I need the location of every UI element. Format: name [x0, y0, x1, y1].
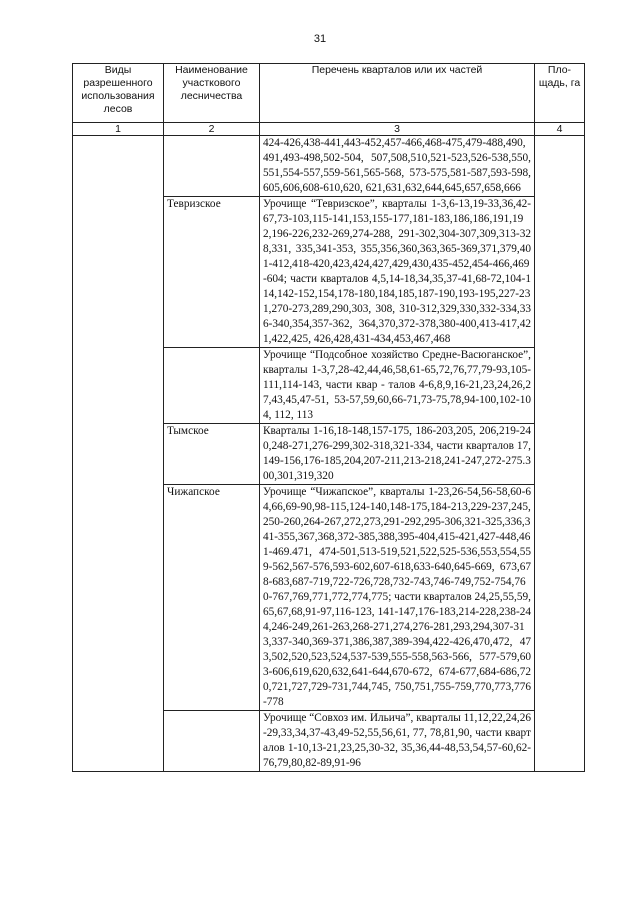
forestry-name [164, 348, 260, 424]
column-number: 4 [535, 123, 585, 136]
column-number: 3 [260, 123, 535, 136]
column-numbers-row [73, 123, 585, 136]
usage-type-cell [73, 136, 164, 772]
quarters-list: Урочище “Тевризское”, кварталы 1-3,6-13,19-33,36,42-67,73-103,115-141,153,155-177,181-183,186,186,191,192,196-226,232-269,274-288, 291-302,304-307,309,313-328,331, 335,341-353, 355,356,360,363,365-369,371,379,401-412,418-420,423,424,427,429,430,435-452,454-466,469-604; части кварталов 4,5,14-18,34,35,37-41,68-72,104-114,142-152,154,178-180,184,185,187-190,193-195,227-231,270-273,289,290,303, 308, 310-312,329,330,332-334,336-340,354,357-362, 364,370,372-378,380-400,413-417,421,422,425, 426,428,431-434,453,467,468 [260, 197, 535, 348]
column-number: 1 [73, 123, 164, 136]
forestry-name [164, 711, 260, 772]
header-quarters-list: Перечень кварталов или их частей [260, 64, 535, 123]
header-usage-types: Виды разрешенного использования лесов [73, 64, 164, 123]
quarters-list: Кварталы 1-16,18-148,157-175, 186-203,205, 206,219-240,248-271,276-299,302-318,321-334, части кварталов 17,149-156,176-185,204,207-211,213-218,241-247,272-275.300,301,319,320 [260, 424, 535, 485]
quarters-list: Урочище “Совхоз им. Ильича”, кварталы 11,12,22,24,26-29,33,34,37-43,49-52,55,56,61, 77, 78,81,90, части кварталов 1-10,13-21,23,25,30-32, 35,36,44-48,53,54,57-60,62-76,79,80,82-89,91-96 [260, 711, 535, 772]
quarters-list: Урочище “Чижапское”, кварталы 1-23,26-54,56-58,60-64,66,69-90,98-115,124-140,148-175,184-213,229-237,245,250-260,264-267,272,273,291-292,295-306,321-325,336,341-355,367,368,372-385,388,395-404,415-421,427-448,461-469.471, 474-501,513-519,521,522,525-536,553,554,559-562,567-576,593-602,607-618,633-640,645-669, 673,678-683,687-719,722-726,728,732-743,746-749,752-754,760-767,769,771,772,774,775; части кварталов 24,25,55,59,65,67,68,91-97,116-123, 141-147,176-183,214-228,238-244,246-249,261-263,268-271,274,276-281,293,294,307-313,337-340,369-371,386,387,389-394,422-426,470,472, 473,502,520,523,524,537-539,555-558,563-566, 577-579,603-606,619,620,632,641-644,670-672, 674-677,684-686,720,721,727,729-731,744,745, 750,751,755-759,770,773,776-778 [260, 485, 535, 711]
quarters-list: 424-426,438-441,443-452,457-466,468-475,479-488,490,491,493-498,502-504, 507,508,510,521-523,526-538,550,551,554-557,559-561,565-568, 573-575,581-587,593-598,605,606,608-610,620, 621,631,632,644,645,657,658,666 [260, 136, 535, 197]
header-forestry-name: Наименование участкового лесничества [164, 64, 260, 123]
quarters-list: Урочище “Подсобное хозяйство Средне-Васюганское”, кварталы 1-3,7,28-42,44,46,58,61-65,72,76,77,79-93,105-111,114-143, части квар - талов 4-6,8,9,16-21,23,24,26,27,43,45,47-51, 53-57,59,60,66-71,73-75,78,94-100,102-104, 112, 113 [260, 348, 535, 424]
forest-quarters-table [72, 63, 585, 772]
forestry-name: Чижапское [164, 485, 260, 711]
table-row [73, 136, 585, 197]
area-cell [535, 136, 585, 772]
forestry-name: Тымское [164, 424, 260, 485]
forestry-name: Тевризское [164, 197, 260, 348]
forestry-name [164, 136, 260, 197]
page-number: 31 [313, 33, 327, 45]
column-number: 2 [164, 123, 260, 136]
header-area: Пло-щадь, га [535, 64, 585, 123]
table-header-row [73, 64, 585, 123]
